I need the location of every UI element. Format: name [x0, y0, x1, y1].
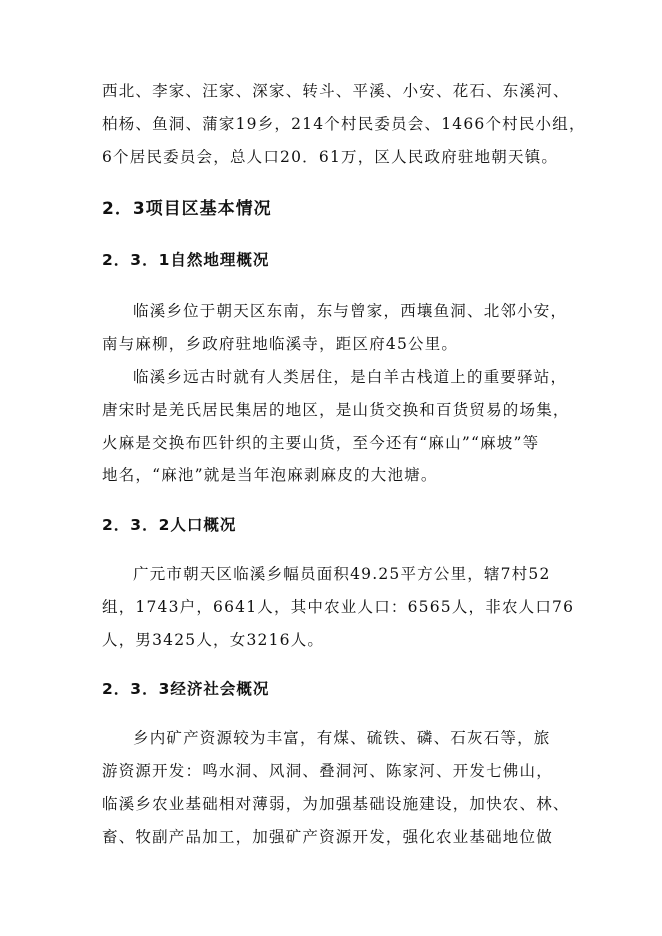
paragraph-line: 临溪乡远古时就有人类居住，是白羊古栈道上的重要驿站， [133, 368, 568, 386]
paragraph-line: 畜、牧副产品加工，加强矿产资源开发，强化农业基础地位做 [102, 828, 553, 846]
paragraph-line: 地名，“麻池”就是当年泡麻剥麻皮的大池塘。 [102, 466, 438, 484]
intro-line-3: 6个居民委员会，总人口20．61万，区人民政府驻地朝天镇。 [102, 148, 559, 166]
section-heading-2-3-3: 2．3．3经济社会概况 [102, 680, 270, 698]
intro-line-1: 西北、李家、汪家、深家、转斗、平溪、小安、花石、东溪河、 [102, 82, 570, 100]
section-heading-2-3-2: 2．3．2人口概况 [102, 516, 237, 534]
paragraph-line: 组，1743户，6641人，其中农业人口：6565人，非农人口76 [102, 598, 575, 616]
paragraph-line: 广元市朝天区临溪乡幅员面积49.25平方公里，辖7村52 [133, 565, 551, 583]
paragraph-line: 火麻是交换布匹针织的主要山货，至今还有“麻山”“麻坡”等 [102, 434, 540, 452]
paragraph-line: 游资源开发：鸣水洞、风洞、叠洞河、陈家河、开发七佛山， [102, 762, 553, 780]
paragraph-line: 临溪乡农业基础相对薄弱，为加强基础设施建设，加快农、林、 [102, 795, 570, 813]
paragraph-line: 唐宋时是羌氏居民集居的地区，是山货交换和百货贸易的场集， [102, 401, 570, 419]
section-heading-2-3-1: 2．3．1自然地理概况 [102, 251, 270, 269]
intro-line-2: 柏杨、鱼洞、蒲家19乡，214个村民委员会、1466个村民小组， [102, 115, 586, 133]
paragraph-line: 人，男3425人，女3216人。 [102, 631, 325, 649]
paragraph-line: 临溪乡位于朝天区东南，东与曾家，西壤鱼洞、北邻小安， [133, 302, 568, 320]
paragraph-line: 南与麻柳，乡政府驻地临溪寺，距区府45公里。 [102, 335, 459, 353]
section-heading-2-3: 2．3项目区基本情况 [102, 199, 272, 219]
paragraph-line: 乡内矿产资源较为丰富，有煤、硫铁、磷、石灰石等，旅 [133, 729, 551, 747]
